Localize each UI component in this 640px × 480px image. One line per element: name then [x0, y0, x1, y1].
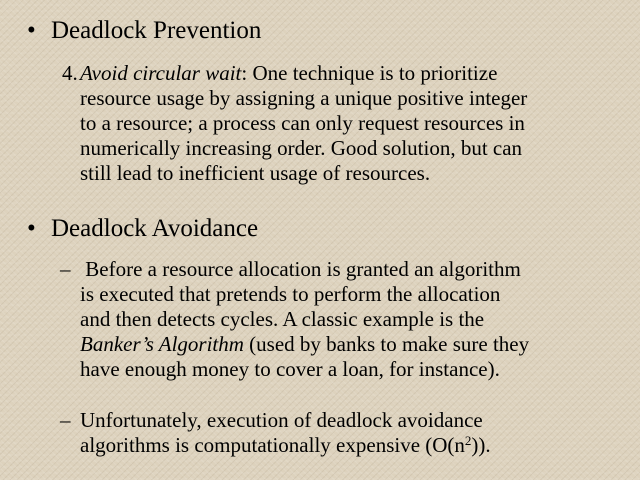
- item-title: Avoid circular wait: [80, 61, 242, 85]
- heading-deadlock-prevention: Deadlock Prevention: [51, 17, 262, 44]
- avoidance-subitem-1: [60, 257, 530, 382]
- text-line: resource usage by assigning a unique positive integer: [80, 86, 528, 110]
- text-line: still lead to inefficient usage of resources.: [80, 161, 431, 185]
- text-line: Avoid circular wait: One technique is to prioritize: [80, 61, 498, 85]
- dash-icon: –: [60, 408, 71, 432]
- prevention-item-4: [62, 61, 528, 186]
- text-line: to a resource; a process can only request resources in: [80, 111, 525, 135]
- heading-deadlock-avoidance: Deadlock Avoidance: [51, 215, 259, 242]
- exponent: 2: [464, 433, 472, 448]
- bullet-icon: •: [27, 215, 36, 242]
- text-line: is executed that pretends to perform the allocation: [80, 282, 501, 306]
- dash-icon: –: [60, 257, 71, 281]
- text-line: Unfortunately, execution of deadlock avoidance: [80, 408, 483, 432]
- text-line: algorithms is computationally expensive $(O(n^2))$.: [80, 433, 491, 457]
- text-line: Before a resource allocation is granted an algorithm: [80, 257, 521, 281]
- text-line: numerically increasing order. Good solution, but can: [80, 136, 523, 160]
- bullet-icon: •: [27, 17, 36, 44]
- text-line: have enough money to cover a loan, for instance).: [80, 357, 500, 381]
- bullet-deadlock-avoidance: [27, 214, 258, 244]
- text-line: and then detects cycles. A classic example is the: [80, 307, 485, 331]
- avoidance-subitem-2: [60, 408, 491, 458]
- text-line: Banker’s Algorithm (used by banks to make sure they: [80, 332, 530, 356]
- bankers-algorithm: Banker’s Algorithm: [80, 332, 244, 356]
- bullet-deadlock-prevention: [27, 16, 261, 46]
- item-number: 4.: [62, 61, 78, 85]
